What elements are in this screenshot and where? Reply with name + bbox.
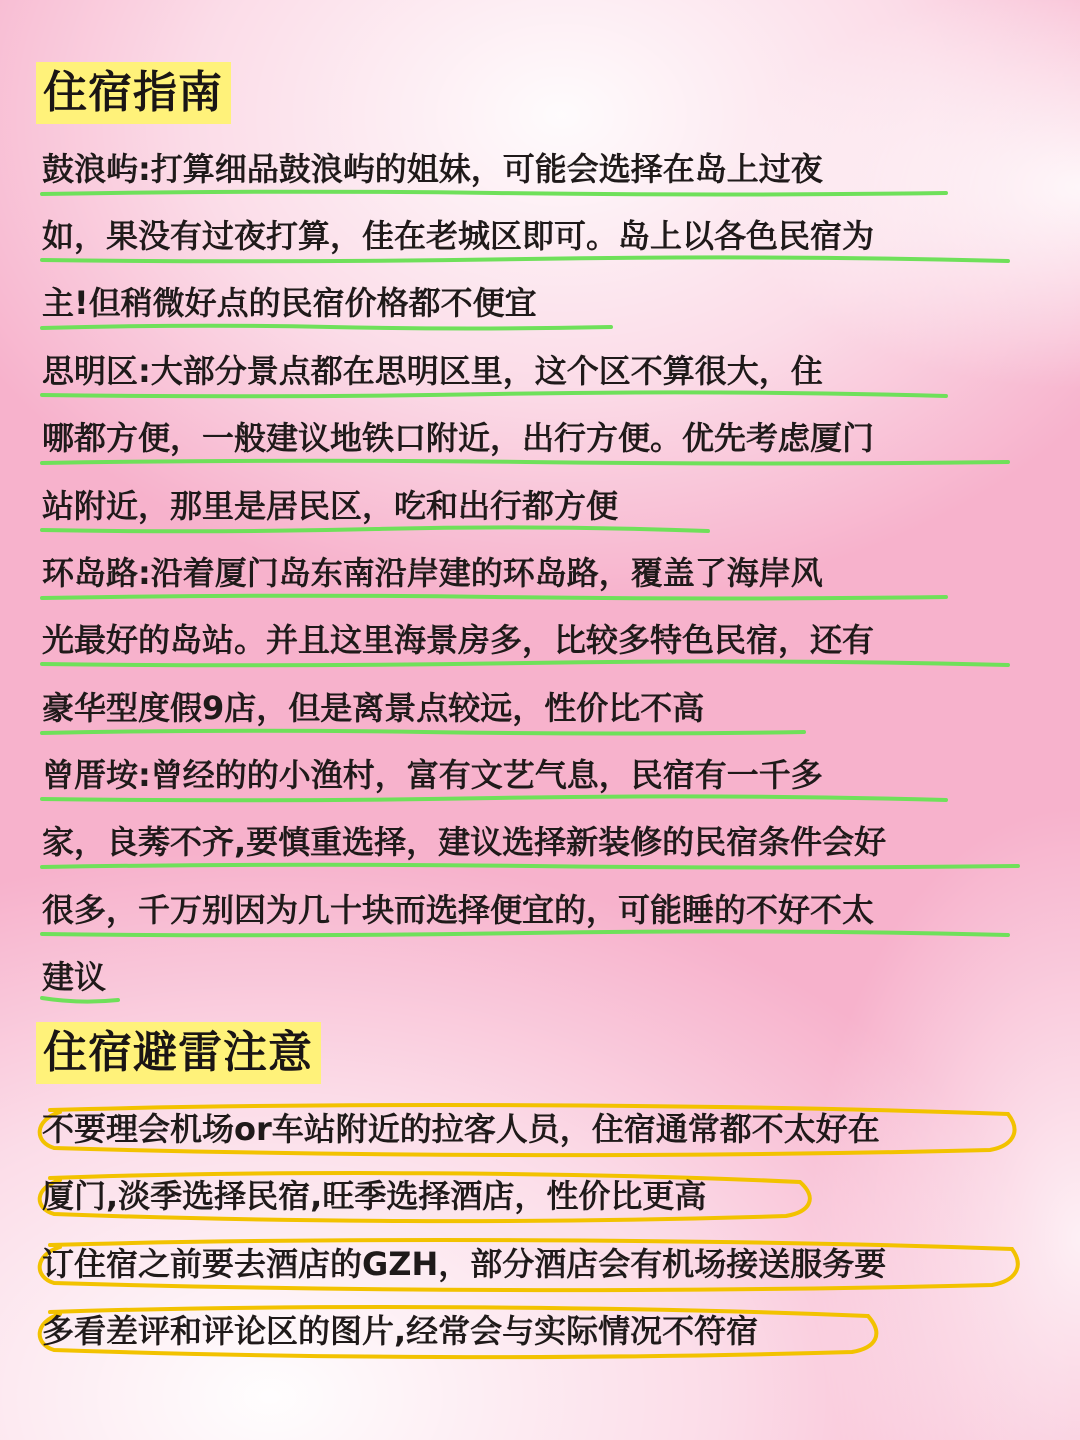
pitfall-line-4: 多看差评和评论区的图片,经常会与实际情况不符宿 xyxy=(42,1312,759,1350)
section-title-accommodation-guide: 住宿指南 xyxy=(36,62,231,124)
guide-line-7: 环岛路:沿着厦门岛东南沿岸建的环岛路，覆盖了海岸风 xyxy=(42,554,823,592)
guide-line-4: 思明区:大部分景点都在思明区里，这个区不算很大，住 xyxy=(42,352,823,390)
section-title-accommodation-pitfalls: 住宿避雷注意 xyxy=(36,1022,321,1084)
guide-line-9: 豪华型度假9店，但是离景点较远，性价比不高 xyxy=(42,689,705,727)
guide-line-6: 站附近，那里是居民区，吃和出行都方便 xyxy=(42,487,619,525)
guide-line-2: 如，果没有过夜打算，佳在老城区即可。岛上以各色民宿为 xyxy=(42,217,875,255)
guide-line-10: 曾厝垵:曾经的的小渔村，富有文艺气息，民宿有一千多 xyxy=(42,756,823,794)
guide-line-3: 主!但稍微好点的民宿价格都不便宜 xyxy=(42,284,537,322)
guide-line-8: 光最好的岛站。并且这里海景房多，比较多特色民宿，还有 xyxy=(42,621,875,659)
pitfall-line-2: 厦门,淡季选择民宿,旺季选择酒店，性价比更高 xyxy=(42,1177,707,1215)
guide-line-12: 很多，千万别因为几十块而选择便宜的，可能睡的不好不太 xyxy=(42,891,875,929)
pitfall-line-1: 不要理会机场or车站附近的拉客人员，住宿通常都不太好在 xyxy=(42,1110,880,1148)
guide-line-5: 哪都方便，一般建议地铁口附近，出行方便。优先考虑厦门 xyxy=(42,419,875,457)
guide-line-11: 家，良莠不齐,要慎重选择，建议选择新装修的民宿条件会好 xyxy=(42,823,887,861)
guide-line-1: 鼓浪屿:打算细品鼓浪屿的姐妹，可能会选择在岛上过夜 xyxy=(42,150,823,188)
pitfall-line-3: 订住宿之前要去酒店的GZH，部分酒店会有机场接送服务要 xyxy=(42,1245,887,1283)
guide-line-13: 建议 xyxy=(42,958,107,996)
